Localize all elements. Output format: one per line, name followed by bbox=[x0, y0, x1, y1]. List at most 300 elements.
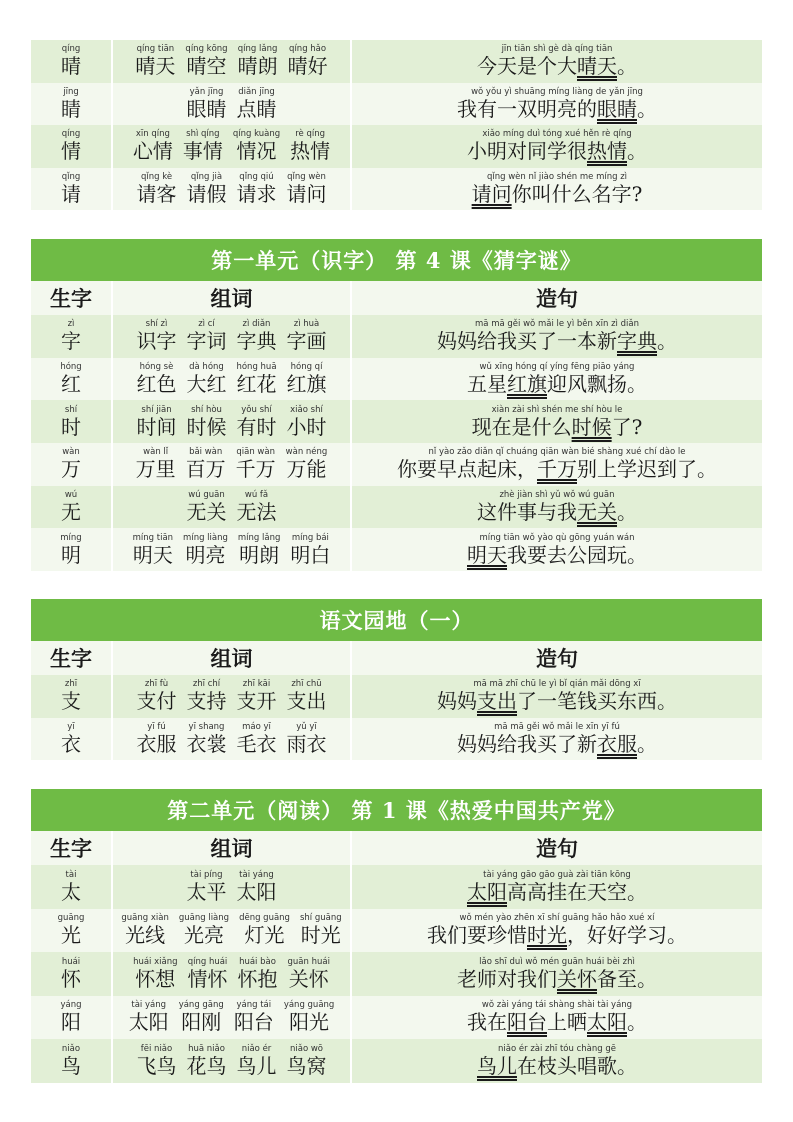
sentence-text: 五星 bbox=[467, 372, 507, 397]
word-pinyin: qíng hǎo bbox=[289, 44, 327, 55]
char-cell bbox=[31, 315, 113, 358]
char-hanzi: 阳 bbox=[61, 1010, 81, 1035]
word-item bbox=[284, 1000, 335, 1034]
char-cell bbox=[31, 909, 113, 953]
word-pinyin: míng lǎng bbox=[237, 532, 281, 543]
word-item bbox=[236, 447, 276, 481]
sentence-keyword: 时候 bbox=[571, 414, 612, 439]
sentence-text: 别上学迟到了。 bbox=[577, 457, 717, 482]
word-pinyin: máo yī bbox=[242, 721, 271, 732]
table-row bbox=[31, 718, 762, 761]
sentence-text: 了一笔钱买东西。 bbox=[517, 689, 677, 714]
word-pinyin: yī fú bbox=[147, 721, 166, 732]
sentence-keyword: 请问 bbox=[471, 181, 512, 206]
word-item bbox=[187, 679, 227, 713]
word-pinyin: niǎo ér bbox=[241, 1043, 272, 1054]
sentence-text: 。 bbox=[627, 139, 647, 164]
char-hanzi: 字 bbox=[61, 329, 81, 354]
table-row bbox=[31, 952, 762, 996]
word-pinyin: qǐng jià bbox=[190, 171, 223, 182]
char-pinyin: qíng bbox=[61, 129, 81, 140]
sentence-text: 在枝头唱歌。 bbox=[517, 1053, 637, 1078]
char-pinyin: shí bbox=[64, 404, 78, 415]
word-hanzi: 无法 bbox=[236, 500, 277, 525]
sentence-hanzi bbox=[427, 923, 687, 947]
word-hanzi: 阳光 bbox=[289, 1010, 330, 1035]
sentence-text: 。 bbox=[637, 731, 657, 756]
word-item bbox=[237, 172, 277, 206]
word-item bbox=[187, 870, 227, 904]
sentence-text: 我有一双明亮的 bbox=[457, 96, 597, 121]
word-pinyin: zhī chí bbox=[192, 679, 221, 690]
word-hanzi: 红色 bbox=[136, 372, 177, 397]
sentence-text: 你要早点起床， bbox=[397, 457, 537, 482]
words-cell bbox=[113, 40, 352, 83]
word-item bbox=[133, 533, 173, 567]
word-hanzi: 万能 bbox=[286, 457, 327, 482]
word-pinyin: yáng guāng bbox=[283, 1000, 335, 1011]
word-hanzi: 明天 bbox=[132, 542, 173, 567]
word-hanzi: 识字 bbox=[136, 329, 177, 354]
word-item bbox=[129, 1000, 169, 1034]
sentence-pinyin: tài yáng gāo gāo guà zài tiān kōng bbox=[483, 869, 631, 880]
section-1 bbox=[31, 40, 762, 210]
sentence-text: 小明对同学很 bbox=[467, 139, 587, 164]
word-hanzi: 字典 bbox=[236, 329, 277, 354]
sentence-text: 老师对我们 bbox=[457, 966, 557, 991]
word-hanzi: 红花 bbox=[236, 372, 277, 397]
word-hanzi: 太阳 bbox=[236, 879, 277, 904]
word-item bbox=[300, 913, 342, 947]
char-pinyin: zì bbox=[67, 319, 75, 330]
sentence-pinyin: wǒ mén yào zhēn xī shí guāng hǎo hǎo xué xí bbox=[459, 913, 655, 924]
words-cell bbox=[113, 1039, 352, 1083]
word-hanzi: 明朗 bbox=[239, 542, 280, 567]
word-hanzi: 大红 bbox=[186, 372, 227, 397]
word-hanzi: 红旗 bbox=[286, 372, 327, 397]
char-pinyin: qǐng bbox=[61, 171, 81, 182]
table-row bbox=[31, 125, 762, 168]
words-cell bbox=[113, 528, 352, 571]
word-item bbox=[133, 129, 173, 163]
word-pinyin: tài píng bbox=[190, 869, 223, 880]
word-item bbox=[290, 533, 330, 567]
sentence-text: 妈妈 bbox=[437, 689, 477, 714]
word-pinyin: xīn qíng bbox=[135, 129, 170, 140]
sentence-hanzi bbox=[437, 329, 677, 353]
word-hanzi: 字画 bbox=[286, 329, 327, 354]
word-item bbox=[187, 1044, 227, 1078]
sentence-text: 备至。 bbox=[597, 966, 657, 991]
word-hanzi: 晴朗 bbox=[237, 54, 278, 79]
word-pinyin: qíng lǎng bbox=[237, 44, 278, 55]
word-pinyin: qǐng wèn bbox=[287, 171, 326, 182]
word-pinyin: zì cí bbox=[198, 319, 215, 330]
word-pinyin: míng tiān bbox=[132, 532, 174, 543]
words-cell bbox=[113, 718, 352, 761]
section-banner: 第二单元（阅读） 第 1 课《热爱中国共产党》 bbox=[31, 789, 762, 831]
sentence-text: 上晒 bbox=[547, 1010, 587, 1035]
word-hanzi: 阳台 bbox=[233, 1010, 274, 1035]
word-pinyin: wàn lǐ bbox=[143, 447, 169, 458]
header-char: 生字 bbox=[31, 281, 113, 315]
word-hanzi: 情况 bbox=[236, 139, 277, 164]
word-hanzi: 晴天 bbox=[135, 54, 176, 79]
word-hanzi: 飞鸟 bbox=[136, 1053, 177, 1078]
sentence-keyword: 时光 bbox=[527, 923, 567, 948]
word-item bbox=[237, 679, 277, 713]
word-hanzi: 怀想 bbox=[135, 966, 176, 991]
word-pinyin: huā niǎo bbox=[188, 1043, 225, 1054]
word-pinyin: bǎi wàn bbox=[189, 447, 223, 458]
word-pinyin: yī shang bbox=[188, 721, 225, 732]
table-row bbox=[31, 358, 762, 401]
word-hanzi: 请问 bbox=[286, 181, 327, 206]
word-hanzi: 关怀 bbox=[288, 966, 329, 991]
word-item bbox=[237, 87, 277, 121]
header-words: 组词 bbox=[113, 831, 352, 865]
sentence-keyword: 鸟儿 bbox=[477, 1053, 517, 1078]
words-cell bbox=[113, 443, 352, 486]
word-item bbox=[187, 722, 227, 756]
table-row bbox=[31, 1039, 762, 1083]
sentence-text: 。 bbox=[627, 1010, 647, 1035]
word-pinyin: wàn néng bbox=[285, 447, 328, 458]
word-item bbox=[136, 362, 176, 396]
word-item bbox=[286, 447, 328, 481]
sentence-cell bbox=[352, 528, 762, 571]
word-hanzi: 鸟窝 bbox=[286, 1053, 327, 1078]
header-sentence: 造句 bbox=[352, 281, 762, 315]
word-hanzi: 明白 bbox=[290, 542, 331, 567]
word-pinyin: shí jiān bbox=[141, 404, 172, 415]
word-item bbox=[287, 362, 327, 396]
word-item bbox=[137, 679, 177, 713]
sentence-keyword: 太阳 bbox=[467, 879, 507, 904]
sentence-keyword: 无关 bbox=[577, 500, 617, 525]
sentence-pinyin: xiǎo míng duì tóng xué hěn rè qíng bbox=[482, 129, 632, 140]
char-hanzi: 鸟 bbox=[61, 1053, 81, 1078]
word-item bbox=[236, 362, 276, 396]
word-item bbox=[121, 913, 168, 947]
word-item bbox=[237, 490, 277, 524]
word-item bbox=[133, 957, 177, 991]
words-cell bbox=[113, 400, 352, 443]
word-pinyin: qíng kōng bbox=[185, 44, 228, 55]
word-hanzi: 眼睛 bbox=[186, 96, 227, 121]
word-pinyin: hóng huā bbox=[236, 362, 277, 373]
word-pinyin: tài yáng bbox=[131, 1000, 166, 1011]
word-item bbox=[287, 405, 327, 439]
word-hanzi: 有时 bbox=[236, 414, 277, 439]
table-row bbox=[31, 315, 762, 358]
table-row bbox=[31, 83, 762, 126]
sentence-pinyin: lǎo shī duì wǒ mén guān huái bèi zhì bbox=[479, 956, 635, 967]
word-item bbox=[237, 722, 277, 756]
char-pinyin: guāng bbox=[57, 913, 85, 924]
word-hanzi: 时间 bbox=[136, 414, 177, 439]
sentence-cell bbox=[352, 675, 762, 718]
word-item bbox=[287, 1044, 327, 1078]
char-pinyin: qíng bbox=[61, 44, 81, 55]
word-item bbox=[187, 405, 227, 439]
sentence-cell bbox=[352, 952, 762, 996]
words-cell bbox=[113, 83, 352, 126]
sentence-cell bbox=[352, 168, 762, 211]
words-cell bbox=[113, 952, 352, 996]
char-cell bbox=[31, 40, 113, 83]
sentence-text: 这件事与我 bbox=[477, 500, 577, 525]
header-words: 组词 bbox=[113, 641, 352, 675]
sentence-hanzi bbox=[457, 967, 657, 991]
sentence-hanzi bbox=[467, 1010, 647, 1034]
sentence-pinyin: niǎo ér zài zhī tóu chàng gē bbox=[498, 1043, 616, 1054]
sentence-hanzi bbox=[467, 139, 647, 163]
table-row bbox=[31, 486, 762, 529]
char-hanzi: 无 bbox=[61, 500, 81, 525]
word-hanzi: 花鸟 bbox=[186, 1053, 227, 1078]
char-pinyin: hóng bbox=[60, 362, 82, 373]
word-hanzi: 灯光 bbox=[244, 923, 285, 948]
word-item bbox=[233, 129, 280, 163]
words-cell bbox=[113, 865, 352, 909]
char-pinyin: yī bbox=[67, 721, 75, 732]
word-hanzi: 怀抱 bbox=[237, 966, 278, 991]
word-pinyin: qǐng kè bbox=[140, 171, 173, 182]
header-char: 生字 bbox=[31, 831, 113, 865]
word-pinyin: qíng kuàng bbox=[232, 129, 281, 140]
char-cell bbox=[31, 443, 113, 486]
words-cell bbox=[113, 358, 352, 401]
sentence-keyword: 关怀 bbox=[557, 966, 597, 991]
word-pinyin: xiǎo shí bbox=[290, 404, 323, 415]
word-pinyin: míng liàng bbox=[183, 532, 228, 543]
sentence-cell bbox=[352, 909, 762, 953]
char-hanzi: 明 bbox=[61, 542, 81, 567]
word-pinyin: zì diǎn bbox=[242, 319, 271, 330]
char-hanzi: 万 bbox=[61, 457, 81, 482]
char-cell bbox=[31, 675, 113, 718]
word-pinyin: yǒu shí bbox=[241, 404, 272, 415]
char-cell bbox=[31, 83, 113, 126]
char-cell bbox=[31, 996, 113, 1040]
word-hanzi: 无关 bbox=[186, 500, 227, 525]
word-hanzi: 雨衣 bbox=[286, 731, 327, 756]
word-pinyin: qíng tiān bbox=[136, 44, 175, 55]
section-3 bbox=[31, 599, 762, 760]
sentence-text: 现在是什么 bbox=[471, 414, 572, 439]
sentence-cell bbox=[352, 400, 762, 443]
word-hanzi: 光亮 bbox=[183, 923, 224, 948]
word-item bbox=[290, 129, 330, 163]
word-item bbox=[137, 319, 177, 353]
word-pinyin: yáng gāng bbox=[178, 1000, 224, 1011]
char-hanzi: 睛 bbox=[61, 96, 81, 121]
sentence-keyword: 晴天 bbox=[577, 54, 617, 79]
word-item bbox=[186, 362, 226, 396]
word-pinyin: zhī kāi bbox=[242, 679, 271, 690]
word-item bbox=[183, 129, 223, 163]
sentence-hanzi bbox=[477, 500, 637, 524]
word-hanzi: 太平 bbox=[186, 879, 227, 904]
word-item bbox=[137, 405, 177, 439]
char-cell bbox=[31, 125, 113, 168]
sentence-text: 了? bbox=[611, 414, 643, 439]
word-hanzi: 万里 bbox=[135, 457, 176, 482]
word-pinyin: míng bái bbox=[291, 532, 329, 543]
word-item bbox=[288, 44, 328, 78]
sentence-text: 高高挂在天空。 bbox=[507, 879, 647, 904]
sentence-hanzi bbox=[477, 54, 637, 78]
word-pinyin: niǎo wō bbox=[289, 1043, 323, 1054]
word-hanzi: 支出 bbox=[286, 689, 327, 714]
word-item bbox=[185, 44, 227, 78]
word-pinyin: wú fǎ bbox=[244, 490, 269, 501]
word-item bbox=[179, 913, 229, 947]
char-pinyin: wàn bbox=[62, 447, 80, 458]
word-hanzi: 字词 bbox=[186, 329, 227, 354]
word-pinyin: hóng sè bbox=[139, 362, 174, 373]
word-hanzi: 明亮 bbox=[185, 542, 226, 567]
word-hanzi: 事情 bbox=[182, 139, 223, 164]
sentence-cell bbox=[352, 358, 762, 401]
sentence-hanzi bbox=[467, 880, 647, 904]
word-pinyin: zì huà bbox=[293, 319, 320, 330]
word-pinyin: zhī chū bbox=[291, 679, 322, 690]
word-pinyin: wú guān bbox=[188, 490, 225, 501]
sentence-cell bbox=[352, 83, 762, 126]
table-row bbox=[31, 865, 762, 909]
table-row bbox=[31, 528, 762, 571]
sentence-text: 我要去公园玩。 bbox=[507, 542, 647, 567]
sentence-cell bbox=[352, 125, 762, 168]
sentence-pinyin: wǒ yǒu yì shuāng míng liàng de yǎn jīng bbox=[471, 86, 643, 97]
sentence-hanzi bbox=[467, 543, 647, 567]
sentence-pinyin: qǐng wèn nǐ jiào shén me míng zì bbox=[486, 171, 628, 182]
sentence-pinyin: wǒ zài yáng tái shàng shài tài yáng bbox=[481, 1000, 633, 1011]
word-item bbox=[137, 722, 177, 756]
word-pinyin: yǔ yī bbox=[296, 721, 317, 732]
words-cell bbox=[113, 996, 352, 1040]
word-item bbox=[188, 957, 228, 991]
word-pinyin: fēi niǎo bbox=[140, 1043, 173, 1054]
word-hanzi: 鸟儿 bbox=[236, 1053, 277, 1078]
word-pinyin: shì qíng bbox=[186, 129, 220, 140]
sentence-cell bbox=[352, 718, 762, 761]
sentence-text: 迎风飘扬。 bbox=[547, 372, 647, 397]
char-hanzi: 请 bbox=[61, 181, 81, 206]
word-pinyin: huái xiǎng bbox=[133, 956, 178, 967]
word-pinyin: diǎn jīng bbox=[238, 86, 275, 97]
char-pinyin: niǎo bbox=[61, 1043, 81, 1054]
char-hanzi: 晴 bbox=[61, 54, 81, 79]
word-item bbox=[187, 172, 227, 206]
word-hanzi: 时光 bbox=[300, 923, 341, 948]
word-hanzi: 毛衣 bbox=[236, 731, 277, 756]
sentence-cell bbox=[352, 996, 762, 1040]
sentence-keyword: 热情 bbox=[587, 139, 627, 164]
word-hanzi: 太阳 bbox=[128, 1010, 169, 1035]
char-hanzi: 衣 bbox=[61, 731, 81, 756]
word-hanzi: 阳刚 bbox=[181, 1010, 222, 1035]
word-hanzi: 晴空 bbox=[186, 54, 227, 79]
char-cell bbox=[31, 528, 113, 571]
section-2 bbox=[31, 239, 762, 571]
char-cell bbox=[31, 718, 113, 761]
header-words: 组词 bbox=[113, 281, 352, 315]
word-pinyin: guāng xiàn bbox=[121, 913, 169, 924]
word-hanzi: 千万 bbox=[235, 457, 276, 482]
word-pinyin: shí zì bbox=[145, 319, 168, 330]
char-hanzi: 太 bbox=[61, 879, 81, 904]
word-item bbox=[238, 957, 278, 991]
sentence-keyword: 红旗 bbox=[507, 372, 547, 397]
word-pinyin: shí hòu bbox=[191, 404, 222, 415]
sentence-hanzi bbox=[467, 372, 647, 396]
char-cell bbox=[31, 358, 113, 401]
sentence-pinyin: mā mā zhī chū le yì bǐ qián mǎi dōng xī bbox=[473, 679, 641, 690]
table-row bbox=[31, 909, 762, 953]
word-item bbox=[287, 679, 327, 713]
char-hanzi: 红 bbox=[61, 372, 81, 397]
word-pinyin: dēng guāng bbox=[239, 913, 290, 924]
char-pinyin: míng bbox=[60, 532, 82, 543]
word-pinyin: qíng huái bbox=[187, 956, 228, 967]
word-hanzi: 点睛 bbox=[236, 96, 277, 121]
char-hanzi: 光 bbox=[61, 923, 81, 948]
word-item bbox=[136, 447, 176, 481]
word-hanzi: 请假 bbox=[186, 181, 227, 206]
word-item bbox=[238, 44, 278, 78]
word-hanzi: 时候 bbox=[186, 414, 227, 439]
word-hanzi: 热情 bbox=[290, 139, 331, 164]
char-pinyin: yáng bbox=[60, 1000, 82, 1011]
char-hanzi: 情 bbox=[61, 139, 81, 164]
word-hanzi: 请客 bbox=[136, 181, 177, 206]
word-item bbox=[237, 1044, 277, 1078]
word-hanzi: 衣服 bbox=[136, 731, 177, 756]
word-item bbox=[238, 533, 280, 567]
word-hanzi: 支持 bbox=[186, 689, 227, 714]
table-row bbox=[31, 675, 762, 718]
words-cell bbox=[113, 675, 352, 718]
sentence-text: 。 bbox=[617, 54, 637, 79]
word-hanzi: 支付 bbox=[136, 689, 177, 714]
sentence-hanzi bbox=[397, 457, 717, 481]
sentence-pinyin: xiàn zài shì shén me shí hòu le bbox=[491, 404, 623, 415]
word-item bbox=[187, 87, 227, 121]
word-pinyin: qiān wàn bbox=[236, 447, 275, 458]
word-pinyin: rè qíng bbox=[295, 129, 326, 140]
word-pinyin: guān huái bbox=[287, 956, 330, 967]
sentence-text: 。 bbox=[617, 500, 637, 525]
word-item bbox=[186, 447, 226, 481]
word-pinyin: yáng tái bbox=[236, 1000, 272, 1011]
table-header bbox=[31, 281, 762, 315]
sentence-hanzi bbox=[457, 97, 657, 121]
char-pinyin: wú bbox=[64, 490, 78, 501]
char-cell bbox=[31, 865, 113, 909]
sentence-keyword: 明天 bbox=[467, 542, 507, 567]
words-cell bbox=[113, 909, 352, 953]
word-pinyin: guāng liàng bbox=[178, 913, 230, 924]
header-sentence: 造句 bbox=[352, 641, 762, 675]
sentence-keyword: 眼睛 bbox=[597, 96, 637, 121]
table-row bbox=[31, 996, 762, 1040]
sentence-hanzi bbox=[472, 182, 643, 206]
sentence-text: 我们要珍惜 bbox=[427, 923, 527, 948]
header-char: 生字 bbox=[31, 641, 113, 675]
